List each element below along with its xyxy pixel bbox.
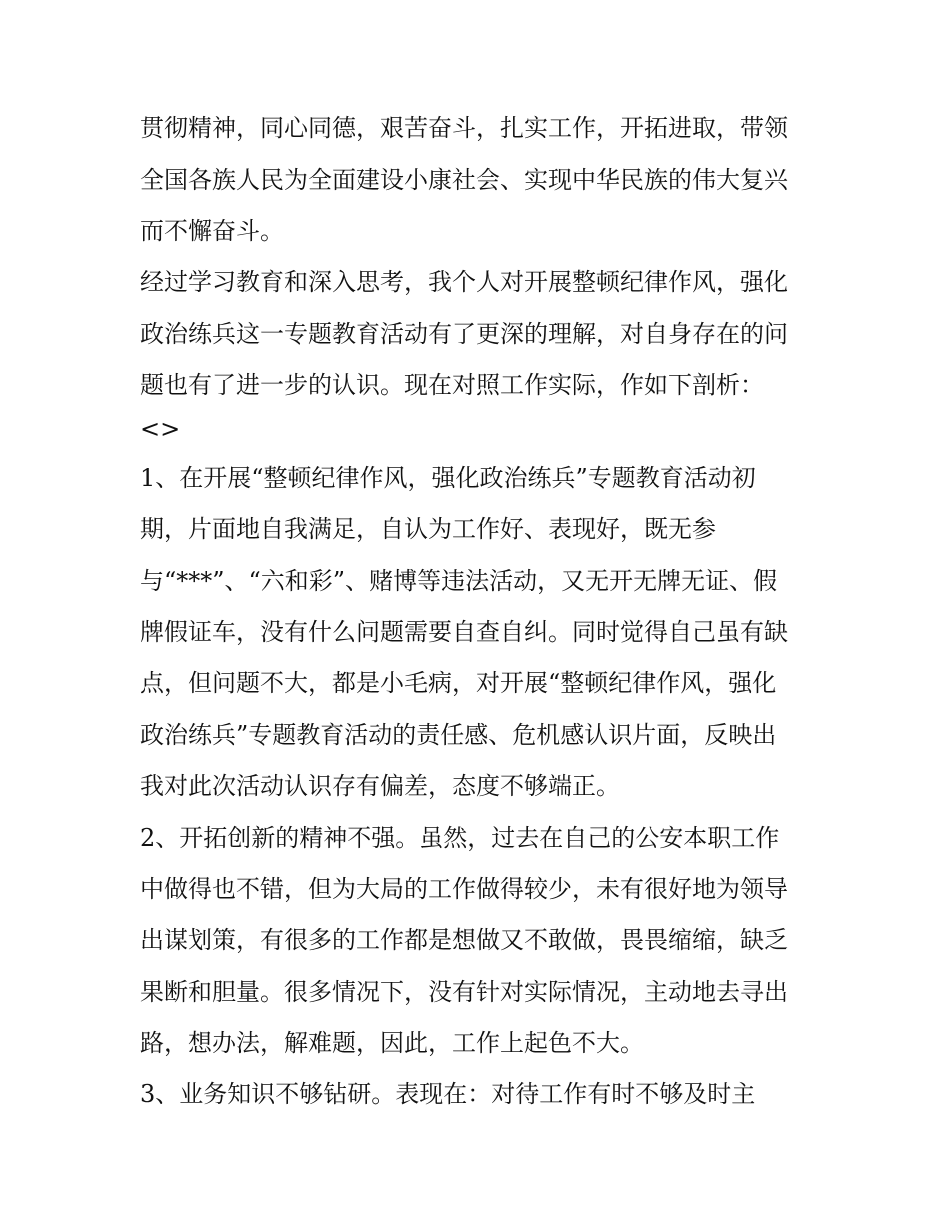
text-line: 政治练兵”专题教育活动的责任感、危机感认识片面，反映出 bbox=[140, 721, 777, 749]
text-line: 我对此次活动认识存有偏差，态度不够端正。 bbox=[140, 772, 620, 800]
text-line: 经过学习教育和深入思考，我个人对开展整顿纪律作风，强化 bbox=[140, 268, 788, 296]
text-line: 期，片面地自我满足，自认为工作好、表现好，既无参 bbox=[140, 515, 716, 543]
text-line: <> bbox=[140, 415, 181, 443]
text-line: 政治练兵这一专题教育活动有了更深的理解，对自身存在的问 bbox=[140, 320, 788, 348]
text-line: 出谋划策，有很多的工作都是想做又不敢做，畏畏缩缩，缺乏 bbox=[140, 926, 788, 954]
text-line: 全国各族人民为全面建设小康社会、实现中华民族的伟大复兴 bbox=[140, 166, 788, 194]
text-line: 贯彻精神，同心同德，艰苦奋斗，扎实工作，开拓进取，带领 bbox=[140, 114, 788, 142]
text-line: 中做得也不错，但为大局的工作做得较少，未有很好地为领导 bbox=[140, 875, 788, 903]
text-line: 题也有了进一步的认识。现在对照工作实际，作如下剖析： bbox=[140, 371, 764, 399]
text-line: 而不懈奋斗。 bbox=[140, 217, 284, 245]
text-line: 果断和胆量。很多情况下，没有针对实际情况，主动地去寻出 bbox=[140, 978, 788, 1006]
text-line: 与“***”、“六和彩”、赌博等违法活动，又无开无牌无证、假 bbox=[140, 567, 778, 595]
text-line: 3、业务知识不够钻研。表现在：对待工作有时不够及时主 bbox=[140, 1080, 756, 1108]
text-line: 1、在开展“整顿纪律作风，强化政治练兵”专题教育活动初 bbox=[140, 464, 756, 492]
text-line: 牌假证车，没有什么问题需要自查自纠。同时觉得自己虽有缺 bbox=[140, 618, 788, 646]
text-line: 2、开拓创新的精神不强。虽然，过去在自己的公安本职工作 bbox=[140, 824, 780, 852]
text-line: 点，但问题不大，都是小毛病，对开展“整顿纪律作风，强化 bbox=[140, 669, 777, 697]
text-line: 路，想办法，解难题，因此，工作上起色不大。 bbox=[140, 1029, 644, 1057]
